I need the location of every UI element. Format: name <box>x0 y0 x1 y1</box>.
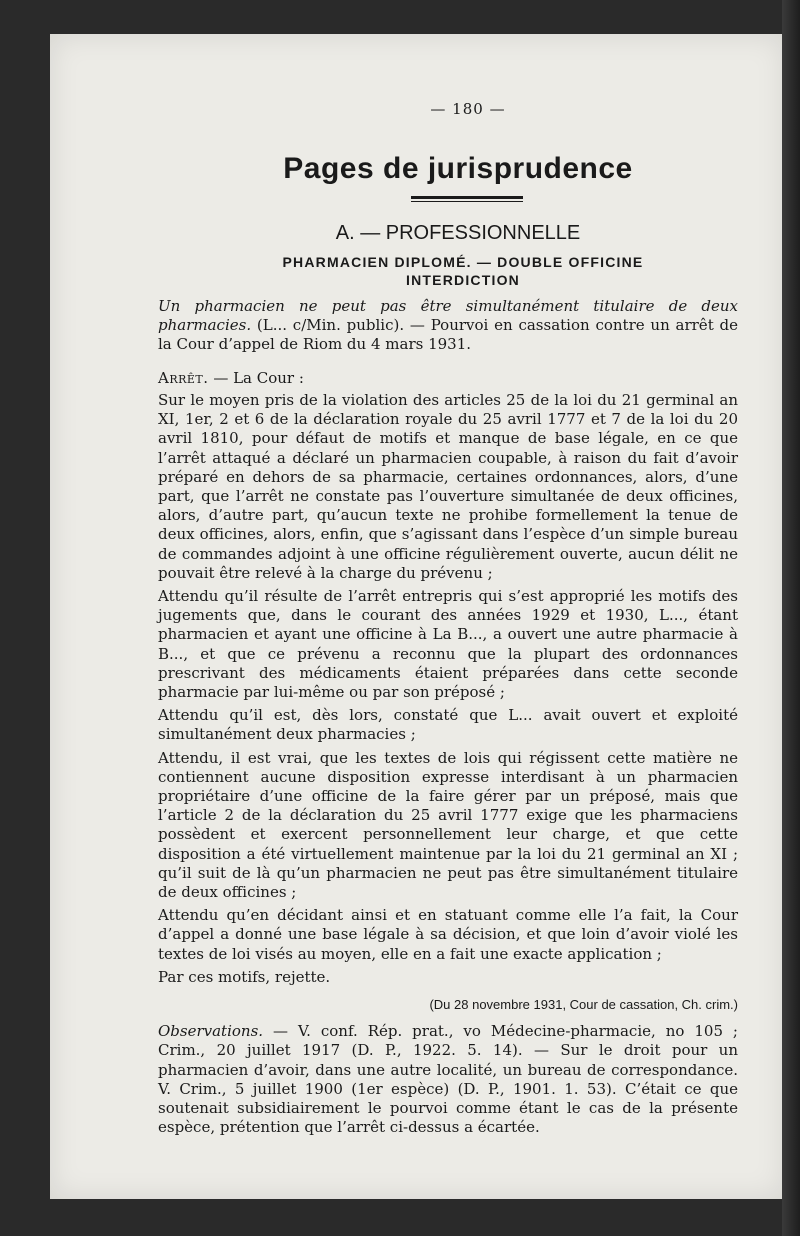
book-binding-edge <box>782 0 800 1236</box>
page-content <box>158 100 738 1152</box>
case-summary <box>158 297 738 354</box>
scanned-page <box>50 34 785 1199</box>
page-title: Pages de jurisprudence <box>283 152 633 185</box>
paragraph-attendu-3: Attendu, il est vrai, que les textes de lois qui régissent cette matière ne contiennent aucune disposition expresse interdisant à un pharmacien propriétaire d’une officine de la faire gérer par un préposé, mais que l’article 2 de la déclaration du 25 avril 1777 exige que les pharmaciens possèdent et exercent personnellement leur charge, et que cette disposition a été virtuellement maintenue par la loi du 21 germinal an XI ; qu’il suit de là qu’un pharmacien ne peut pas être simultanément titulaire de deux officines ; <box>158 748 738 902</box>
paragraph-dispositif: Par ces motifs, rejette. <box>158 967 331 986</box>
paragraph-attendu-1: Attendu qu’il résulte de l’arrêt entrepris qui s’est approprié les motifs des jugements que, dans le courant des années 1929 et 1930, L..., étant pharmacien et ayant une officine à La B..., a ouvert une autre pharmacie à B..., et que ce prévenu a reconnu que la plupart des ordonnances prescrivant des médicaments étaient préparées dans cette seconde pharmacie par lui-même ou par son préposé ; <box>158 587 738 702</box>
section-title: A. — PROFESSIONNELLE <box>335 222 581 244</box>
summary-italic: Un pharmacien ne peut pas être simultanément titulaire de deux pharmacies. <box>158 297 738 334</box>
paragraph-moyen: Sur le moyen pris de la violation des articles 25 de la loi du 21 germinal an XI, 1er, 2 et 6 de la déclaration royale du 25 avril 1777 et 7 de la loi du 20 avril 1810, pour défaut de motifs et manque de base légale, en ce que l’arrêt attaqué a déclaré un pharmacien coupable, à raison du fait d’avoir préparé en dehors de sa pharmacie, certaines ordonnances, alors, d’une part, que l’arrêt ne constate pas l’ouverture simultanée de deux officines, alors, d’autre part, qu’aucun texte ne prohibe formellement la tenue de deux officines, alors, enfin, que s’agissant dans l’espèce d’un simple bureau de commandes adjoint à une officine régulièrement ouverte, aucun délit ne pouvait être relevé à la charge du prévenu ; <box>158 391 738 582</box>
title-underline <box>411 196 523 202</box>
case-heading <box>188 253 738 289</box>
case-heading-line-2: INTERDICTION <box>406 272 520 288</box>
summary-rest: (L... c/Min. public). — Pourvoi en cassation contre un arrêt de la Cour d’appel de Riom du 4 mars 1931. <box>158 316 738 353</box>
decision-date: (Du 28 novembre 1931, Cour de cassation, Ch. crim.) <box>429 997 738 1013</box>
page-number: — 180 — <box>430 100 506 118</box>
observations-text: — V. conf. Rép. prat., vo Médecine-pharmacie, no 105 ; Crim., 20 juillet 1917 (D. P., 1922. 5. 14). — Sur le droit pour un pharmacien d’avoir, dans une autre localité, un bureau de correspondance. V. Crim., 5 juillet 1900 (1er espèce) (D. P., 1901. 1. 53). C’était ce que soutenait subsidiairement le pourvoi comme étant le cas de la présente espèce, prétention que l’arrêt ci-dessus a écartée. <box>158 1022 738 1137</box>
paragraph-attendu-2: Attendu qu’il est, dès lors, constaté que L... avait ouvert et exploité simultanément deux pharmacies ; <box>158 706 738 744</box>
arret-text: — La Cour : <box>208 369 304 387</box>
arret-label: Arrêt. <box>158 369 209 387</box>
observations-label: Observations. <box>158 1022 264 1041</box>
case-heading-line-1: PHARMACIEN DIPLOMÉ. — DOUBLE OFFICINE <box>282 254 644 270</box>
paragraph-attendu-4: Attendu qu’en décidant ainsi et en statuant comme elle l’a fait, la Cour d’appel a donné une base légale à sa décision, et que loin d’avoir violé les textes de loi visés au moyen, elle en a fait une exacte application ; <box>158 906 738 963</box>
observations <box>158 1022 738 1137</box>
arret-heading <box>158 369 738 387</box>
